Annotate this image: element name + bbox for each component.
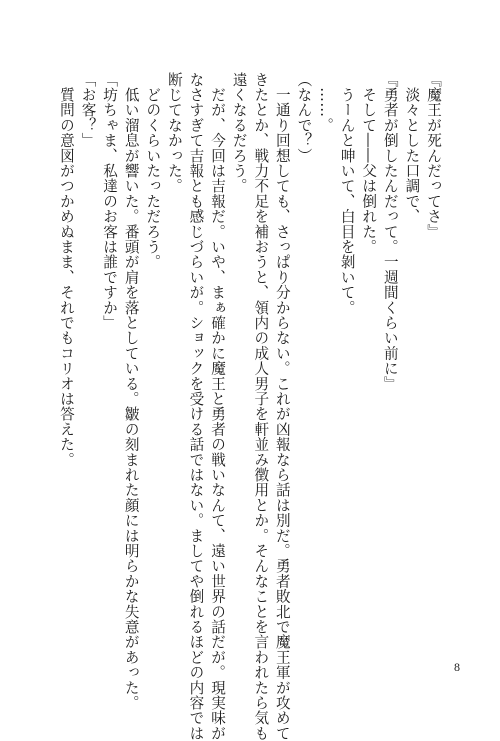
- text-line: 断じてなかった。: [165, 72, 183, 194]
- text-line: なさすぎて吉報とも感じづらいが。ショックを受ける話ではない。ましてや倒れるほどの内容では: [187, 72, 205, 741]
- text-line: （なんで？）: [295, 72, 313, 164]
- text-line: うーんと呻いて、白目を剝いて。: [338, 72, 356, 316]
- vertical-text-body: [55, 72, 444, 741]
- text-line: どのくらいたっただろう。: [144, 72, 162, 270]
- page-number: 8: [454, 660, 460, 674]
- text-line: 低い溜息が響いた。番頭が肩を落としている。皺の刻まれた顔には明らかな失意があった。: [122, 72, 140, 711]
- text-line: 『勇者が倒したんだって。一週間くらい前に』: [381, 72, 399, 392]
- text-line: ……。: [317, 72, 335, 133]
- text-line: 「坊ちゃま、私達のお客は誰ですか」: [101, 72, 119, 331]
- text-line: 淡々とした口調で、: [403, 72, 421, 224]
- text-line: だが、今回は吉報だ。いや、まぁ確かに魔王と勇者の戦いなんて、遠い世界の話だが。現実味が: [209, 72, 227, 741]
- text-line: 『魔王が死んだってさ』: [425, 72, 442, 240]
- text-line: 遠くなるだろう。: [230, 72, 248, 194]
- text-line: 質問の意図がつかめぬまま、それでもコリオは答えた。: [57, 72, 75, 468]
- text-line: きたとか、戦力不足を補おうと、領内の成人男子を軒並み徴用とか。そんなことを言われたら気も: [252, 72, 270, 741]
- text-line: 「お客？」: [79, 72, 97, 148]
- text-line: そして――父は倒れた。: [360, 72, 378, 255]
- text-line: 一通り回想しても、さっぱり分からない。これが凶報なら話は別だ。勇者敗北で魔王軍が攻めて: [273, 72, 291, 741]
